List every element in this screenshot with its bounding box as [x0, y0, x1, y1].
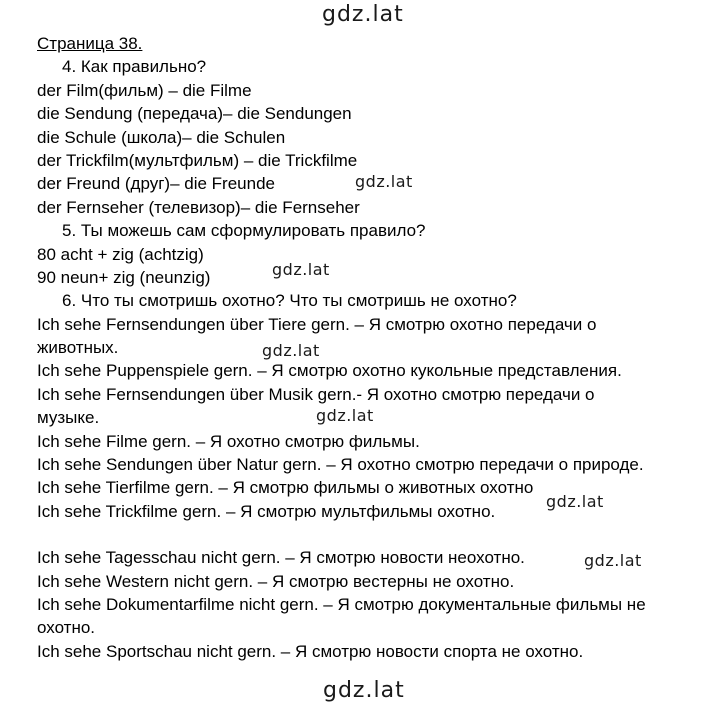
page-heading: Страница 38.	[37, 34, 143, 53]
watermark-inline: gdz.lat	[262, 341, 320, 360]
task-6-line: охотно.	[37, 618, 96, 638]
task-4-line: der Freund (друг)– die Freunde	[37, 174, 275, 194]
task-6-line: Ich sehe Trickfilme gern. – Я смотрю мультфильмы охотно.	[37, 501, 496, 521]
task-6-line: Ich sehe Puppenspiele gern. – Я смотрю охотно кукольные представления.	[37, 361, 622, 381]
document-body	[37, 32, 697, 663]
watermark-inline: gdz.lat	[355, 172, 413, 191]
task-6-line: Ich sehe Tierfilme gern. – Я смотрю фильмы о животных охотно	[37, 478, 534, 498]
task-6-line: Ich sehe Dokumentarfilme nicht gern. – Я смотрю документальные фильмы не	[37, 594, 646, 614]
task-6-line: Ich sehe Tagesschau nicht gern. – Я смотрю новости неохотно.	[37, 548, 525, 568]
task-6-line: музыке.	[37, 408, 100, 428]
task-5-line: 90 neun+ zig (neunzig)	[37, 267, 211, 287]
watermark-inline: gdz.lat	[546, 492, 604, 511]
task-6-line: Ich sehe Filme gern. – Я охотно смотрю фильмы.	[37, 431, 420, 451]
watermark-bottom: gdz.lat	[323, 678, 405, 703]
task-6-title: 6. Что ты смотришь охотно? Что ты смотришь не охотно?	[62, 291, 517, 311]
task-6-line: Ich sehe Sportschau nicht gern. – Я смотрю новости спорта не охотно.	[37, 641, 584, 661]
task-6-line: Ich sehe Fernsendungen über Tiere gern. – Я смотрю охотно передачи о	[37, 314, 597, 334]
task-6-line: Ich sehe Sendungen über Natur gern. – Я охотно смотрю передачи о природе.	[37, 455, 644, 475]
paragraph-gap	[37, 523, 697, 546]
watermark-inline: gdz.lat	[584, 551, 642, 570]
watermark-inline: gdz.lat	[272, 260, 330, 279]
task-6-line: Ich sehe Fernsendungen über Musik gern.- Я охотно смотрю передачи о	[37, 384, 595, 404]
task-5-line: 80 acht + zig (achtzig)	[37, 244, 204, 264]
task-4-line: der Trickfilm(мультфильм) – die Trickfilme	[37, 150, 358, 170]
task-4-line: die Schule (школа)– die Schulen	[37, 127, 286, 147]
task-4-line: der Fernseher (телевизор)– die Fernseher	[37, 197, 360, 217]
task-6-line: Ich sehe Western nicht gern. – Я смотрю вестерны не охотно.	[37, 571, 515, 591]
watermark-inline: gdz.lat	[316, 406, 374, 425]
task-4-line: der Film(фильм) – die Filme	[37, 80, 252, 100]
task-5-title: 5. Ты можешь сам сформулировать правило?	[62, 221, 426, 241]
task-4-line: die Sendung (передача)– die Sendungen	[37, 104, 352, 124]
task-4-title: 4. Как правильно?	[62, 57, 207, 77]
watermark-top: gdz.lat	[322, 2, 404, 27]
task-6-line: животных.	[37, 338, 119, 358]
